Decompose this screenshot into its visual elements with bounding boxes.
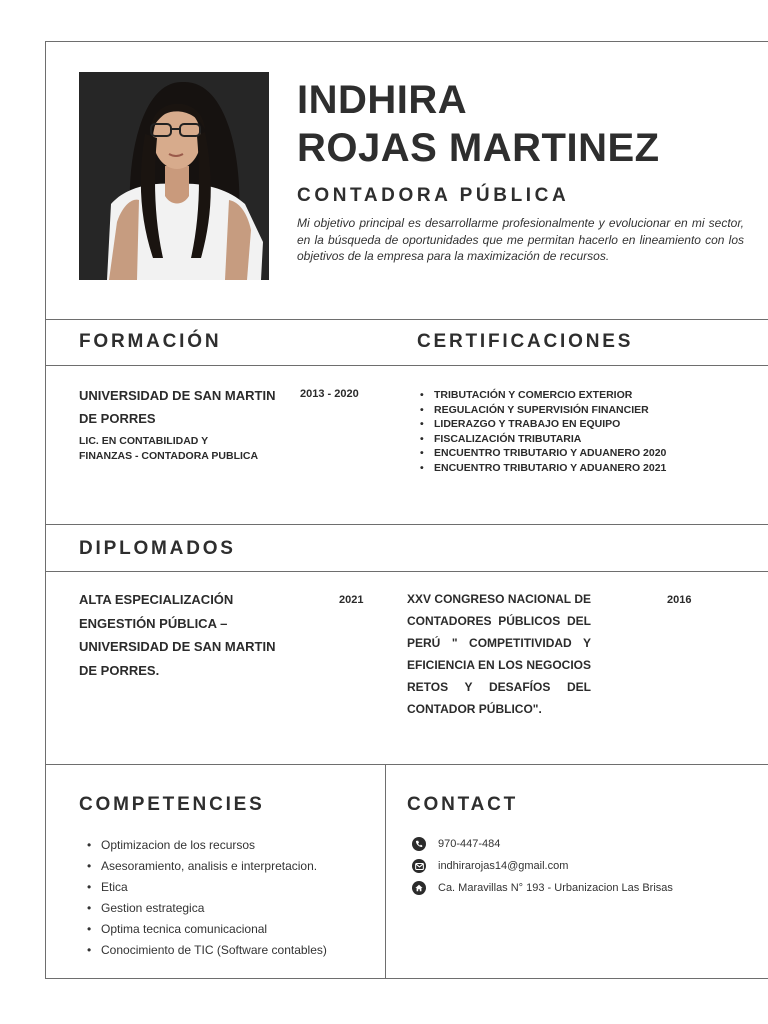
diplomado-item: XXV CONGRESO NACIONAL DE CONTADORES PÚBLICOS DEL PERÚ " COMPETITIVIDAD Y EFICIENCIA EN LOS NEGOCIOS RETOS Y DESAFÍOS DEL CONTADOR PÚBLICO". (407, 592, 591, 716)
list-item: • Asesoramiento, analisis e interpretacion. (87, 856, 327, 877)
name-line-1: INDHIRA (297, 78, 468, 122)
contact-address (412, 881, 673, 895)
list-item: • Conocimiento de TIC (Software contables) (87, 940, 327, 961)
list-item: • FISCALIZACIÓN TRIBUTARIA (420, 432, 666, 447)
section-title-contact: CONTACT (407, 794, 519, 815)
diplomado-item: ALTA ESPECIALIZACIÓN ENGESTIÓN PÚBLICA – UNIVERSIDAD DE SAN MARTIN DE PORRES. (79, 592, 276, 678)
list-item: • REGULACIÓN Y SUPERVISIÓN FINANCIER (420, 403, 666, 418)
list-item: • Optima tecnica comunicacional (87, 919, 327, 940)
contact-address-text: Ca. Maravillas N° 193 - Urbanizacion Las Brisas (438, 882, 673, 894)
profession-title: CONTADORA PÚBLICA (297, 185, 570, 206)
objective-statement: Mi objetivo principal es desarrollarme profesionalmente y evolucionar en mi sector, en la búsqueda de oportunidades que me permitan hacerlo en lineamiento con los objetivos de la empresa para la maximización de recursos. (297, 216, 744, 263)
divider (45, 365, 768, 366)
contact-phone-text[interactable]: 970-447-484 (438, 838, 501, 850)
section-title-formacion: FORMACIÓN (79, 331, 222, 352)
divider (45, 764, 768, 765)
name-line-2: ROJAS MARTINEZ (297, 126, 660, 170)
email-icon (412, 859, 426, 873)
phone-icon (412, 837, 426, 851)
formacion-institution: UNIVERSIDAD DE SAN MARTIN DE PORRES (79, 388, 276, 426)
divider (45, 571, 768, 572)
contact-email (412, 859, 568, 873)
contact-email-text[interactable]: indhirarojas14@gmail.com (438, 860, 569, 872)
list-item: • Gestion estrategica (87, 898, 327, 919)
diplomado-year: 2021 (339, 594, 364, 606)
list-item: • TRIBUTACIÓN Y COMERCIO EXTERIOR (420, 388, 666, 403)
section-title-diplomados: DIPLOMADOS (79, 538, 236, 559)
list-item: • LIDERAZGO Y TRABAJO EN EQUIPO (420, 417, 666, 432)
formacion-years: 2013 - 2020 (300, 388, 359, 400)
formacion-degree: LIC. EN CONTABILIDAD Y FINANZAS - CONTADORA PUBLICA (79, 435, 259, 462)
divider (45, 524, 768, 525)
home-icon (412, 881, 426, 895)
competencies-list (87, 835, 327, 961)
contact-phone (412, 837, 500, 851)
divider (45, 319, 768, 320)
column-divider (385, 764, 386, 979)
diplomado-year: 2016 (667, 594, 692, 606)
section-title-certificaciones: CERTIFICACIONES (417, 331, 634, 352)
list-item: • ENCUENTRO TRIBUTARIO Y ADUANERO 2020 (420, 446, 666, 461)
list-item: • Etica (87, 877, 327, 898)
section-title-competencies: COMPETENCIES (79, 794, 265, 815)
list-item: • ENCUENTRO TRIBUTARIO Y ADUANERO 2021 (420, 461, 666, 476)
profile-photo (79, 72, 269, 280)
candidate-name (297, 76, 660, 172)
list-item: • Optimizacion de los recursos (87, 835, 327, 856)
certificaciones-list (420, 388, 666, 475)
